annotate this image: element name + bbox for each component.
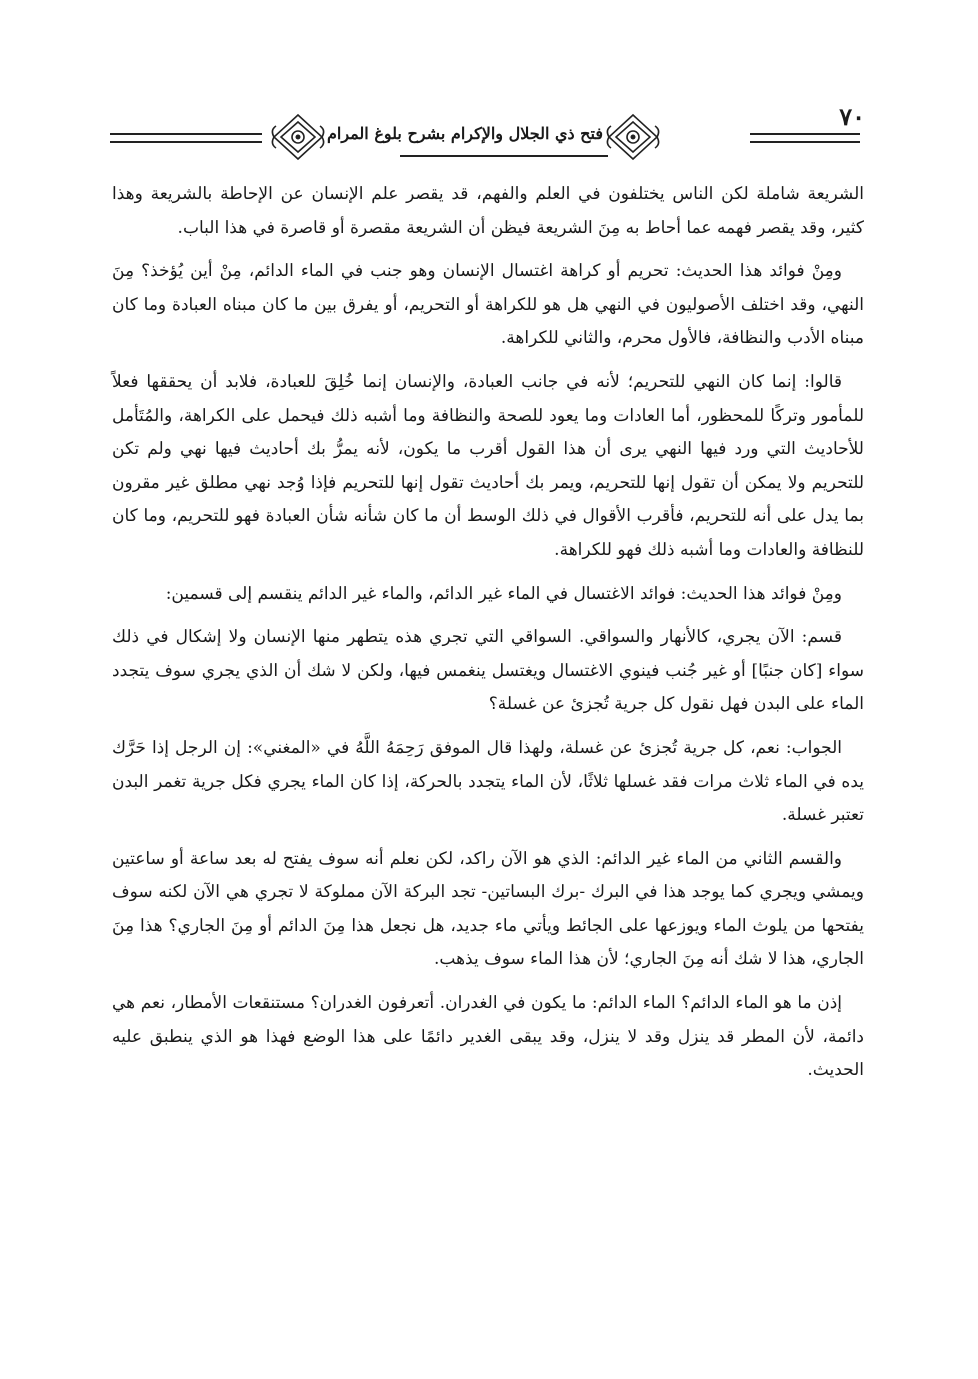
- paragraph: قسم: الآن يجري، كالأنهار والسواقي. السواقي التي تجري هذه يتطهر منها الإنسان ولا إشكال في ذلك سواء [كان جنبًا] أو غير جُنب فينوي الاغتسال ويغتسل ينغمس فيها، ولكن لا شك أن الذي يجري سوف يتجدد الماء على البدن فهل نقول كل جرية تُجزئ عن غسلة؟: [112, 627, 864, 715]
- paragraph: الشريعة شاملة لكن الناس يختلفون في العلم والفهم، قد يقصر علم الإنسان عن الإحاطة بالشريعة وهذا كثير، وقد يقصر فهمه عما أحاط به مِنَ الشريعة فيظن أن الشريعة مقصرة أو قاصرة في هذا الباب.: [112, 184, 864, 238]
- header-rule-left: [110, 133, 262, 143]
- running-title: فتح ذي الجلال والإكرام بشرح بلوغ المرام: [327, 124, 603, 143]
- paragraph: إذن ما هو الماء الدائم؟ الماء الدائم: ما يكون في الغدران. أتعرفون الغدران؟ مستنقعات الأمطار، نعم هي دائمة، لأن المطر قد ينزل وقد لا ينزل، وقد يبقى الغدير دائمًا على هذا الوضع فهذا هو الذي ينطبق عليه الحديث.: [112, 993, 864, 1081]
- ornament-left-icon: [270, 112, 326, 162]
- page-number: ٧٠: [839, 102, 865, 131]
- body-text: [112, 178, 864, 1098]
- paragraph: ومِنْ فوائد هذا الحديث: فوائد الاغتسال في الماء غير الدائم، والماء غير الدائم ينقسم إلى قسمين:: [165, 583, 842, 604]
- paragraph: ومِنْ فوائد هذا الحديث: تحريم أو كراهة اغتسال الإنسان وهو جنب في الماء الدائم، مِنْ أين يُؤخذ؟ مِنَ النهي، وقد اختلف الأصوليون في النهي هل هو للكراهة أو التحريم، أو يفرق بين ما كان مبناه العبادة وما كان مبناه الأدب والنظافة، فالأول محرم، والثاني للكراهة.: [112, 261, 864, 349]
- paragraph: والقسم الثاني من الماء غير الدائم: الذي هو الآن راكد، لكن نعلم أنه سوف يفتح له بعد ساعة أو ساعتين ويمشي ويجري كما يوجد هذا في البرك -برك البساتين- تجد البركة الآن مملوكة لا تجري هي الآن لكنه سوف يفتحها من يلوث الماء ويوزعها على الجائط ويأتي ماء جديد، هل نجعل هذا مِنَ الدائم أو مِنَ الجاري؟ هذا مِنَ الجاري، هذا لا شك أنه مِنَ الجاري؛ لأن هذا الماء سوف يذهب.: [112, 848, 864, 970]
- title-underline: [400, 155, 608, 159]
- paragraph: قالوا: إنما كان النهي للتحريم؛ لأنه في جانب العبادة، والإنسان إنما خُلِقَ للعبادة، فلابد أن يحققها فعلاً للمأمور وتركًا للمحظور، أما العادات وما يعود للصحة والنظافة وما أشبه ذلك فيحمل على الكراهة، والمُتَأمل للأحاديث التي ورد فيها النهي يرى أن هذا القول أقرب ما يكون، لأنه يمرُّ بك أحاديث فيها نهي ولم تكن للتحريم ولا يمكن أن تقول إنها للتحريم، ويمر بك أحاديث تقول إنها للتحريم فإذا وُجد نهي مطلق غير مقرون بما يدل على أنه للتحريم، فأقرب الأقوال في ذلك الوسط أن ما كان شأنه شأن العبادة فهو للتحريم، وما كان للنظافة والعادات وما أشبه ذلك فهو للكراهة.: [112, 371, 864, 560]
- ornament-right-icon: [605, 112, 661, 162]
- paragraph: الجواب: نعم، كل جرية تُجزئ عن غسلة، ولهذا قال الموفق رَحِمَهُ اللَّهُ في «المغني»: إن الرجل إذا حَرَّك يده في الماء ثلاث مرات فقد غسلها ثلاثًا، لأن الماء يتجدد بالحركة، إذا كان الماء يجري فكل جرية تغمر البدن تعتبر غسلة.: [112, 737, 864, 826]
- running-header: [110, 102, 865, 166]
- header-rule-right: [750, 133, 860, 143]
